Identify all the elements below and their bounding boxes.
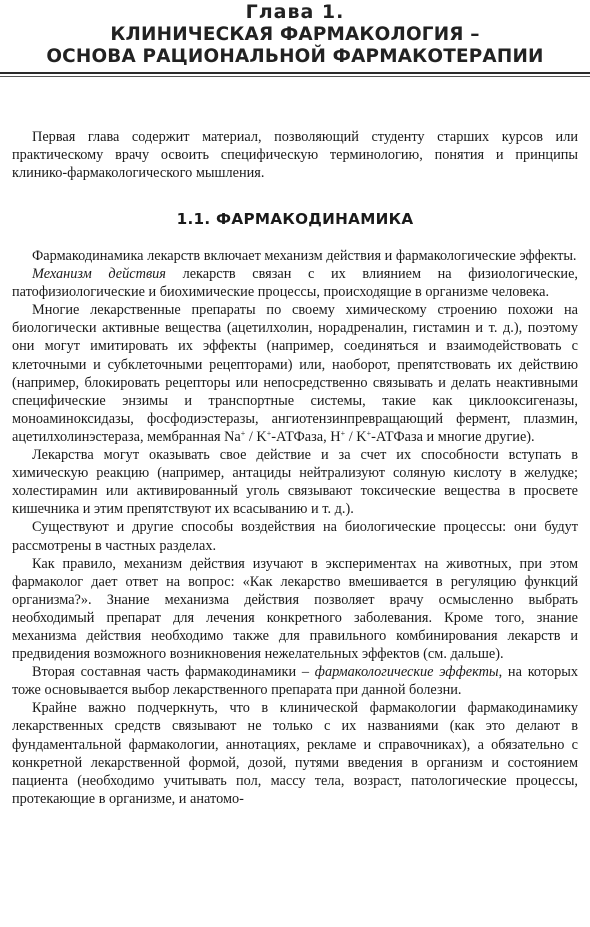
paragraph: Как правило, механизм действия изучают в экспериментах на животных, при этом фармаколог дает ответ на вопрос: «Как лекарство вмешивается в регуляцию функций организма?». Знание механизма действия позволяет врачу осмысленно выбрать необходимый препарат для лечения конкретного заболевания. Кроме того, знание механизма действия необходимо также для правильного комбинирования лекарств и предвидения возможного возникновения нежелательных эффектов (см. дальше). bbox=[12, 555, 578, 663]
paragraph bbox=[12, 265, 578, 301]
paragraph: Существуют и другие способы воздействия на биологические процессы: они будут рассмотрены в частных разделах. bbox=[12, 519, 578, 554]
paragraph-text: / K bbox=[245, 428, 267, 445]
paragraph-text: -АТФаза и многие другие). bbox=[371, 428, 535, 445]
superscript: + bbox=[240, 428, 246, 438]
section-title: 1.1. ФАРМАКОДИНАМИКА bbox=[176, 210, 414, 228]
italic-term: фармакологические эффекты bbox=[314, 664, 499, 681]
paragraph-text: / K bbox=[345, 428, 367, 445]
superscript: + bbox=[266, 428, 272, 438]
chapter-title-line-1: КЛИНИЧЕСКАЯ ФАРМАКОЛОГИЯ – bbox=[110, 24, 480, 45]
header-rule-thin bbox=[0, 76, 590, 77]
paragraph-text: лекарств связан с их влиянием на физиологические, патофизиологические и биохимические процессы, происходящие в организме человека. bbox=[12, 266, 578, 301]
paragraph-text: -АТФаза, H bbox=[271, 428, 341, 445]
header-rule-thick bbox=[0, 72, 590, 74]
chapter-heading bbox=[10, 0, 580, 68]
paragraph bbox=[12, 663, 578, 699]
paragraph: Фармакодинамика лекарств включает механизм действия и фармакологические эффекты. bbox=[32, 248, 577, 264]
section-body bbox=[12, 247, 578, 808]
intro-paragraph: Первая глава содержит материал, позволяющий студенту старших курсов или практическому врачу освоить специфическую терминологию, понятия и принципы клинико-фармакологического мышления. bbox=[12, 129, 578, 182]
paragraph: Лекарства могут оказывать свое действие и за счет их способности вступать в химическую реакцию (например, антациды нейтрализуют соляную кислоту в желудке; холестирамин или активированный уголь связывают токсические вещества в просвете кишечника и этим препятствуют их всасыванию и т. д.). bbox=[12, 447, 578, 518]
chapter-intro bbox=[12, 128, 578, 182]
paragraph: Крайне важно подчеркнуть, что в клинической фармакологии фармакодинамику лекарственных средств связывают не только с их названиями (как это делают в фундаментальной фармакологии, аннотациях, рекламе и справочниках), а обязательно с конкретной лекарственной формой, дозой, путями введения в организм и состоянием пациента (необходимо учитывать пол, массу тела, возраст, патологические процессы, протекающие в организме, и анатомо- bbox=[12, 700, 578, 807]
superscript: + bbox=[366, 428, 372, 438]
superscript: + bbox=[340, 428, 346, 438]
paragraph-text: , на которых тоже основывается выбор лекарственного препарата при данной болезни. bbox=[12, 664, 578, 699]
italic-term: Механизм действия bbox=[32, 266, 166, 283]
chapter-number: Глава 1. bbox=[245, 1, 345, 23]
paragraph-text: Многие лекарственные препараты по своему химическому строению похожи на биологически активные вещества (ацетилхолин, норадреналин, гистамин и т. д.), поэтому они могут имитировать их эффекты (например, соединяться и взаимодействовать с клеточными и субклеточными рецепторами) или, наоборот, препятствовать их действию (например, блокировать рецепторы или непосредственно связывать и делать неактивными специфические энзимы и транспортные системы, такие как циклооксигеназы, моноаминоксидазы, фосфодиэстеразы, ангиотензинпревращающий фермент, плазмин, ацетилхолинэстераза, мембранная Na bbox=[12, 302, 578, 445]
paragraph bbox=[12, 301, 578, 446]
paragraph-text: Вторая составная часть фармакодинамики – bbox=[32, 664, 315, 681]
chapter-title-line-2: ОСНОВА РАЦИОНАЛЬНОЙ ФАРМАКОТЕРАПИИ bbox=[46, 46, 544, 67]
